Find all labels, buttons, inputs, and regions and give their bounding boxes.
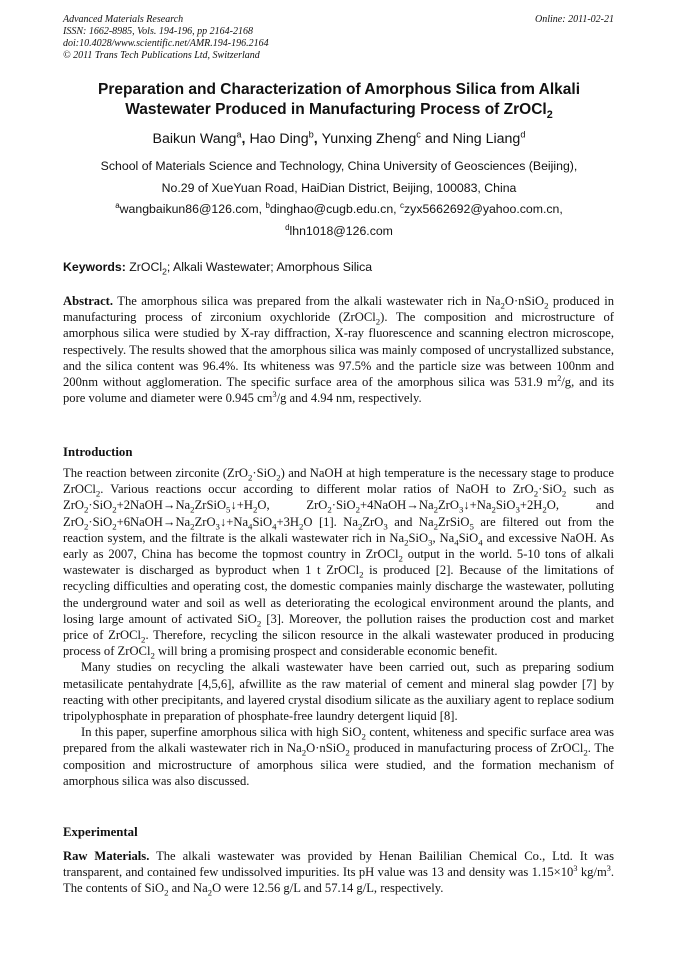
author-emails-cont: $^d$lhn1018@126.com [285,222,393,238]
email-link[interactable]: dinghao@cugb.edu.cn [269,202,394,216]
email-link[interactable]: zyx5662692@yahoo.com.cn [404,202,560,216]
keywords-label: Keywords: [63,260,126,274]
email-link[interactable]: wangbaikun86@126.com [119,202,259,216]
section-heading-experimental: Experimental [63,825,138,839]
affiliation-line-1: School of Materials Science and Technology, China University of Geosciences (Beijing), [100,159,578,173]
experimental-body: Raw Materials. The alkali wastewater was provided by Henan Baililian Chemical Co., Ltd. It was transparent, and contained few undissolved impurities. Its pH value was 13 and density was $1.15\times 10^3$ $kg/m^3$. The contents of SiO$_2$ and $Na_2O$ were 12.56 g/L and 57.14 g/L, respectively. [63,849,614,898]
paragraph: The reaction between zirconite (ZrO$_2$·SiO$_2$) and NaOH at high temperature is the necessary stage to produce ZrOCl$_2$. Various reactions occur according to different molar ratios of NaOH to ZrO$_2$·SiO$_2$ such as $ZrO_2\cdot SiO_2+2NaOH\to Na_2ZrSiO_5↓+H_2O$, $ZrO_2\cdot SiO_2+4NaOH\to Na_2ZrO_3↓+Na_2SiO_3+2H_2O$, and $ZrO_2\cdot SiO_2+6NaOH\to Na_2ZrO_3↓+Na_4SiO_4+3H_2O$ [1]. $Na_2ZrO_3$ and $Na_2ZrSiO_5$ are filtered out from the reaction system, and the filtrate is the alkali wastewater rich in $Na_2SiO_3$, $Na_4SiO_4$ and excessive NaOH. As early as 2007, China has become the topmost country in ZrOCl$_2$ output in the world. 5-10 tons of alkali wastewater is discharged as byproduct when 1 t ZrOCl$_2$ is produced [2]. Because of the limitations of recycling difficulties and operating cost, the domestic companies mainly discharge the wastewater, polluting the underground water and soil as well as deteriorating the ecological environment around the plants, and losing large amount of activated SiO$_2$ [3]. Moreover, the pollution raises the production cost and market price of ZrOCl$_2$. Therefore, recycling the silicon resource in the alkali wastewater produced in producing process of ZrOCl$_2$ will bring a promising prospect and considerable economic benefit. [63,466,615,661]
journal-header [63,14,269,62]
online-date: Online: 2011-02-21 [535,14,614,25]
paragraph: Many studies on recycling the alkali wastewater have been carried out, such as preparing sodium metasilicate pentahydrate [4,5,6], afwillite as the raw material of cement and mineral slag powder [7] by reacting with other precipitants, and layered crystal disodium silicate as the auxiliary agent to replace sodium tripolyphosphate in preparation of phosphate-free laundry detergent liquid [8]. [63,660,614,724]
author-list: Baikun Wang$^a$, Hao Ding$^b$, Yunxing Zheng$^c$ and Ning Liang$^d$ [152,129,526,147]
title-line-1: Preparation and Characterization of Amorphous Silica from Alkali [97,81,581,98]
copyright-line: © 2011 Trans Tech Publications Ltd, Switzerland [63,50,260,61]
author-name: Baikun Wang [152,131,237,147]
introduction-body [63,465,614,789]
author-emails: $^a$wangbaikun86@126.com, $^b$dinghao@cugb.edu.cn, $^c$zyx5662692@yahoo.com.cn, [115,200,563,216]
issn-line: ISSN: 1662-8985, Vols. 194-196, pp 2164-2168 [63,26,253,37]
section-heading-introduction: Introduction [63,445,133,459]
doi-line: doi:10.4028/www.scientific.net/AMR.194-196.2164 [63,38,269,49]
affiliation-line-2: No.29 of XueYuan Road, HaiDian District, Beijing, 100083, China [161,181,517,195]
title-line-2: Wastewater Produced in Manufacturing Process of ZrOCl$_2$ [125,101,553,122]
keywords: Keywords: ZrOCl$_2$; Alkali Wastewater; Amorphous Silica [63,260,373,277]
paper-title [40,80,638,120]
journal-name: Advanced Materials Research [63,14,184,25]
subsection-label: Raw Materials. [63,849,150,863]
abstract: Abstract. The amorphous silica was prepared from the alkali wastewater rich in $Na_2O\cdot nSiO_2$ produced in manufacturing process of zirconium oxychloride (ZrOCl$_2$). The composition and microstructure of amorphous silica were studied by X-ray diffraction, X-ray fluorescence and scanning electron microscope, respectively. The results showed that the amorphous silica was mainly composed of uncrystallized substance, and the silica content was 96.4%. Its whiteness was 97.5% and the particle size was between 100nm and 200nm without agglomeration. The specific surface area of the amorphous silica was 531.9 $m^2/g$, and its pore volume and diameter were 0.945 $cm^3/g$ and 4.94 nm, respectively. [63,294,615,406]
abstract-label: Abstract. [63,294,114,308]
author-name: Ning Liang [452,131,521,147]
author-name: Yunxing Zheng [321,131,417,147]
paragraph: In this paper, superfine amorphous silica with high SiO$_2$ content, whiteness and specific surface area was prepared from the alkali wastewater rich in $Na_2O\cdot nSiO_2$ produced in manufacturing process of ZrOCl$_2$. The composition and microstructure of amorphous silica were studied, and the formation mechanism of amorphous silica was also discussed. [63,725,614,788]
email-link[interactable]: lhn1018@126.com [289,224,393,238]
author-name: Hao Ding [249,131,309,147]
